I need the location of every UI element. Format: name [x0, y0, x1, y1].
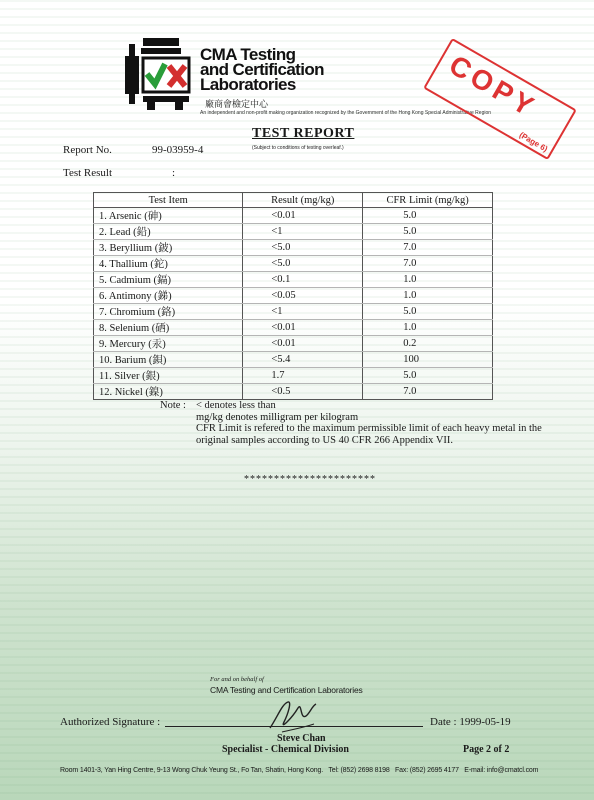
- table-row: [94, 224, 493, 240]
- org-name-line2: and Certification: [200, 60, 324, 79]
- cell-result: <0.05: [243, 288, 363, 304]
- cell-limit: 7.0: [363, 384, 493, 400]
- org-name-chinese: 廠商會檢定中心: [205, 100, 269, 110]
- org-name: [200, 47, 324, 92]
- stamp-word: COPY: [444, 49, 543, 124]
- cell-limit: 7.0: [363, 240, 493, 256]
- notes-label: Note :: [160, 400, 186, 411]
- footer-address: Room 1401-3, Yan Hing Centre, 9-13 Wong Chuk Yeung St., Fo Tan, Shatin, Hong Kong.: [60, 767, 324, 774]
- cell-limit: 1.0: [363, 288, 493, 304]
- table-row: [94, 384, 493, 400]
- table-row: [94, 336, 493, 352]
- table-row: [94, 240, 493, 256]
- cell-limit: 1.0: [363, 320, 493, 336]
- report-title: TEST REPORT: [252, 126, 355, 141]
- end-separator: **********************: [244, 474, 376, 485]
- cell-test-item: 10. Barium (鋇): [94, 352, 243, 368]
- cell-test-item: 5. Cadmium (鎘): [94, 272, 243, 288]
- table-header-row: [94, 193, 493, 208]
- cell-test-item: 6. Antimony (銻): [94, 288, 243, 304]
- header-result: Result (mg/kg): [243, 193, 363, 208]
- cell-result: <0.5: [243, 384, 363, 400]
- footer-email: E-mail: info@cmatcl.com: [464, 767, 539, 774]
- cell-test-item: 11. Silver (銀): [94, 368, 243, 384]
- cell-result: <0.01: [243, 320, 363, 336]
- signer-name: Steve Chan: [277, 733, 326, 744]
- notes-block: [160, 400, 542, 446]
- note-line-2: mg/kg denotes milligram per kilogram: [196, 411, 359, 423]
- page-number: Page 2 of 2: [463, 744, 510, 755]
- date-field: [430, 716, 511, 728]
- cell-result: <5.4: [243, 352, 363, 368]
- footer-contact: [60, 767, 570, 774]
- cell-test-item: 1. Arsenic (砷): [94, 208, 243, 224]
- cell-limit: 7.0: [363, 256, 493, 272]
- cell-test-item: 4. Thallium (鉈): [94, 256, 243, 272]
- cell-result: 1.7: [243, 368, 363, 384]
- cell-result: <0.1: [243, 272, 363, 288]
- date-label: Date :: [430, 716, 457, 728]
- table-row: [94, 272, 493, 288]
- copy-stamp: [423, 38, 577, 160]
- footer-fax: Fax: (852) 2695 4177: [394, 767, 459, 774]
- table-row: [94, 288, 493, 304]
- signature-line: [165, 726, 423, 727]
- table-row: [94, 352, 493, 368]
- signer-title: Specialist - Chemical Division: [222, 744, 349, 755]
- cell-limit: 5.0: [363, 368, 493, 384]
- behalf-line-1: For and on behalf of: [210, 676, 264, 683]
- cell-test-item: 3. Beryllium (鈹): [94, 240, 243, 256]
- report-no-label: Report No.: [63, 144, 112, 156]
- cell-test-item: 9. Mercury (汞): [94, 336, 243, 352]
- cell-result: <1: [243, 304, 363, 320]
- behalf-line-2: CMA Testing and Certification Laboratories: [210, 685, 363, 695]
- note-line-1: < denotes less than: [196, 400, 276, 411]
- cell-test-item: 2. Lead (鉛): [94, 224, 243, 240]
- report-subtitle: (Subject to conditions of testing overleaf.): [252, 145, 344, 151]
- header-cfr-limit: CFR Limit (mg/kg): [363, 193, 493, 208]
- date-value: 1999-05-19: [459, 716, 511, 728]
- results-table: [93, 192, 493, 400]
- table-row: [94, 304, 493, 320]
- stamp-page: (Page 6): [517, 130, 550, 154]
- authorized-signature-label: Authorized Signature :: [60, 716, 161, 728]
- cell-limit: 5.0: [363, 208, 493, 224]
- cell-result: <0.01: [243, 336, 363, 352]
- cell-limit: 5.0: [363, 304, 493, 320]
- header-test-item: Test Item: [94, 193, 243, 208]
- table-row: [94, 208, 493, 224]
- org-name-line1: CMA Testing: [200, 45, 296, 64]
- table-row: [94, 368, 493, 384]
- cell-limit: 100: [363, 352, 493, 368]
- footer-tel: Tel: (852) 2698 8198: [328, 767, 390, 774]
- test-result-colon: :: [172, 167, 176, 179]
- handwritten-signature: [262, 694, 322, 736]
- cell-limit: 1.0: [363, 272, 493, 288]
- cell-test-item: 7. Chromium (鉻): [94, 304, 243, 320]
- cell-result: <5.0: [243, 240, 363, 256]
- cell-result: <1: [243, 224, 363, 240]
- cell-result: <5.0: [243, 256, 363, 272]
- org-name-line3: Laboratories: [200, 75, 296, 94]
- cma-logo-icon: [125, 38, 193, 110]
- cell-test-item: 8. Selenium (硒): [94, 320, 243, 336]
- cell-result: <0.01: [243, 208, 363, 224]
- table-row: [94, 320, 493, 336]
- org-tagline: An independent and non-profit making organization recognized by the Government of the Hong Kong Special Administrative Region: [200, 110, 492, 116]
- cell-limit: 0.2: [363, 336, 493, 352]
- cell-limit: 5.0: [363, 224, 493, 240]
- cell-test-item: 12. Nickel (鎳): [94, 384, 243, 400]
- report-no-value: 99-03959-4: [152, 144, 204, 156]
- note-line-3: CFR Limit is refered to the maximum permissible limit of each heavy metal in the original samples according to US 40 CFR 266 Appendix VII.: [196, 423, 542, 446]
- test-result-label: Test Result: [63, 167, 113, 179]
- table-row: [94, 256, 493, 272]
